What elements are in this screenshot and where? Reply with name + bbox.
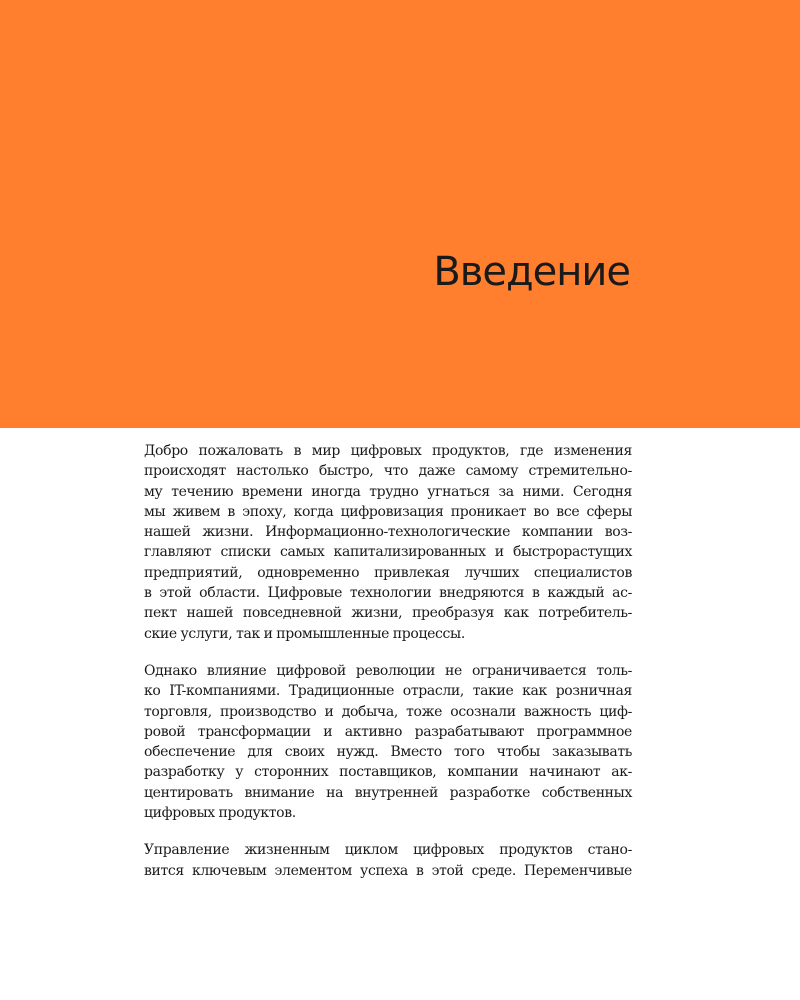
- text-line: в этой области. Цифровые технологии внедряются в каждый ас-: [144, 585, 632, 602]
- text-line: разработку у сторонних поставщиков, компании начинают ак-: [144, 764, 632, 781]
- text-line: мы живем в эпоху, когда цифровизация проникает во все сферы: [144, 503, 632, 520]
- text-line: Однако влияние цифровой революции не ограничивается толь-: [144, 662, 632, 679]
- text-line: нашей жизни. Информационно-технологические компании воз-: [144, 524, 632, 541]
- paragraph-3: [144, 840, 632, 881]
- text-line: Добро пожаловать в мир цифровых продуктов, где изменения: [144, 443, 632, 459]
- text-line: ко IT-компаниями. Традиционные отрасли, такие как розничная: [144, 683, 632, 700]
- text-line: происходят настолько быстро, что даже самому стремительно-: [144, 463, 632, 480]
- text-line: пект нашей повседневной жизни, преобразуя как потребитель-: [144, 605, 632, 622]
- text-line: му течению времени иногда трудно угнаться за ними. Сегодня: [144, 483, 632, 500]
- text-line: ские услуги, так и промышленные процессы.: [144, 625, 465, 642]
- text-line: ровой трансформации и активно разрабатывают программное: [144, 723, 632, 740]
- text-line: главляют списки самых капитализированных и быстрорастущих: [144, 544, 632, 561]
- text-line: обеспечение для своих нужд. Вместо того чтобы заказывать: [144, 744, 632, 761]
- text-line: торговля, производство и добыча, тоже осознали важность циф-: [144, 703, 632, 720]
- chapter-banner: [0, 0, 800, 428]
- body-text: [144, 441, 632, 898]
- text-line: предприятий, одновременно привлекая лучших специалистов: [144, 564, 632, 581]
- text-line: цифровых продуктов.: [144, 805, 296, 822]
- paragraph-2: [144, 661, 632, 823]
- text-line: вится ключевым элементом успеха в этой среде. Переменчивые: [144, 862, 632, 879]
- text-line: центировать внимание на внутренней разработке собственных: [144, 784, 632, 801]
- paragraph-1: [144, 441, 632, 644]
- chapter-title: Введение: [433, 249, 630, 295]
- text-line: Управление жизненным циклом цифровых продуктов стано-: [144, 842, 632, 859]
